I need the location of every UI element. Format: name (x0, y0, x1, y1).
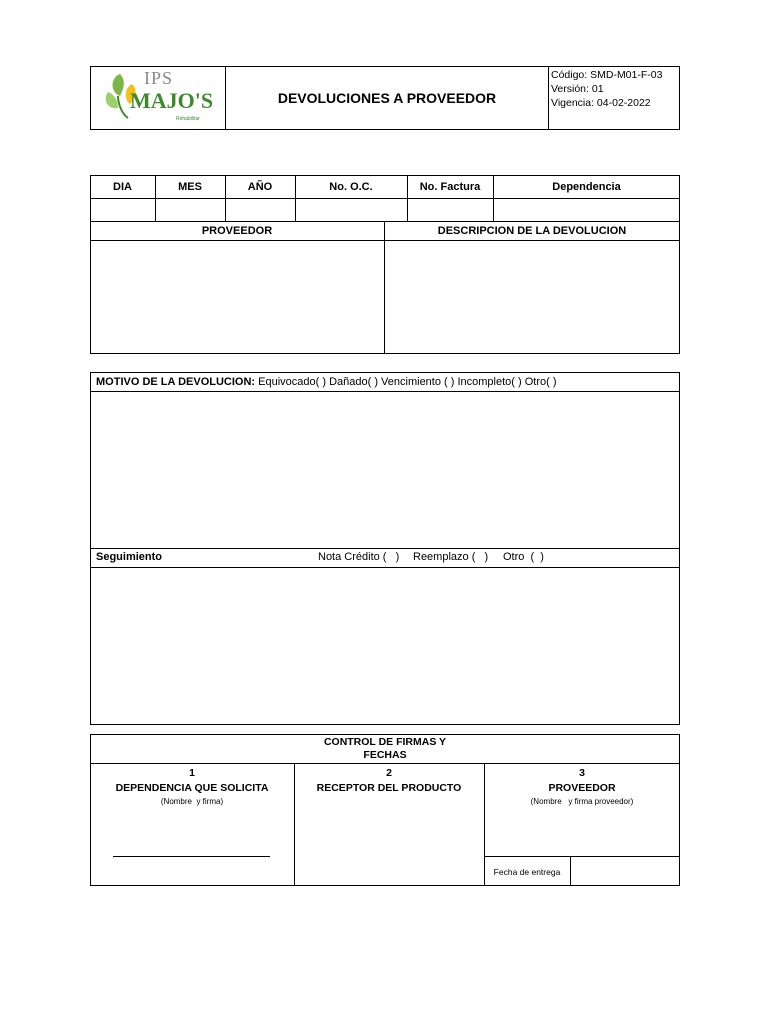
motivo-label: MOTIVO DE LA DEVOLUCION: (96, 376, 256, 388)
col-dia: DIA (113, 180, 132, 193)
firma-col-1-sub: (Nombre y firma) (160, 797, 224, 806)
firma-col-3-title: PROVEEDOR (548, 782, 616, 794)
logo-ips-text: IPS (144, 68, 174, 88)
col-ano: AÑO (247, 180, 273, 193)
col-factura: No. Factura (419, 180, 481, 193)
doc-meta (549, 67, 679, 110)
input-dependencia[interactable] (494, 199, 679, 221)
input-factura[interactable] (408, 199, 493, 221)
logo-tagline: Rehabilitar (176, 116, 200, 122)
firmas-line-1 (90, 763, 680, 764)
fecha-entrega-label: Fecha de entrega (493, 866, 561, 877)
col-oc: No. O.C. (329, 180, 373, 193)
firma-col-3-number: 3 (579, 767, 585, 779)
firma-col-3-sub: (Nombre y firma proveedor) (530, 797, 634, 806)
descripcion-header: DESCRIPCION DE LA DEVOLUCION (437, 224, 627, 237)
firmas-title-line2: FECHAS (363, 749, 407, 761)
motivo-options[interactable]: Equivocado( ) Dañado( ) Vencimiento ( ) Incompleto( ) Otro( ) (258, 376, 557, 388)
firma-col-2 (294, 766, 484, 796)
motivo-field[interactable] (91, 392, 679, 548)
input-dia[interactable] (91, 199, 155, 221)
otro-option[interactable]: Otro ( ) (503, 551, 544, 563)
seguimiento-field[interactable] (91, 568, 679, 724)
company-logo (100, 68, 220, 128)
col-dependencia: Dependencia (552, 180, 621, 193)
firma-col-1-number: 1 (189, 767, 195, 779)
doc-version: Versión: 01 (551, 83, 604, 95)
input-mes[interactable] (156, 199, 225, 221)
col-mes: MES (178, 180, 202, 193)
motivo-row (96, 376, 557, 388)
doc-vigencia: Vigencia: 04-02-2022 (551, 97, 651, 109)
descripcion-field[interactable] (385, 241, 679, 353)
firma-col-1 (90, 766, 294, 807)
nota-credito-option[interactable]: Nota Crédito ( ) (318, 551, 400, 563)
fecha-entrega-field[interactable] (571, 857, 679, 885)
seguimiento-label: Seguimiento (96, 551, 163, 563)
firmas-title-line1: CONTROL DE FIRMAS Y (323, 736, 447, 748)
proveedor-header: PROVEEDOR (201, 224, 273, 237)
receptor-signature-field[interactable] (295, 800, 484, 885)
firmas-title (90, 736, 680, 762)
firma-col-2-title: RECEPTOR DEL PRODUCTO (316, 782, 462, 794)
firma-col-2-number: 2 (386, 767, 392, 779)
input-ano[interactable] (226, 199, 295, 221)
doc-code: Código: SMD-M01-F-03 (551, 69, 663, 81)
input-oc[interactable] (296, 199, 407, 221)
reemplazo-option[interactable]: Reemplazo ( ) (413, 551, 489, 563)
motivo-line-2 (90, 548, 680, 549)
form-title: DEVOLUCIONES A PROVEEDOR (277, 90, 497, 106)
firma-col-3 (484, 766, 680, 807)
firma-col-1-signature-line[interactable] (113, 856, 270, 857)
logo-majos-text: MAJO'S (130, 88, 214, 113)
firma-col-1-title: DEPENDENCIA QUE SOLICITA (115, 782, 269, 794)
proveedor-field[interactable] (91, 241, 384, 353)
